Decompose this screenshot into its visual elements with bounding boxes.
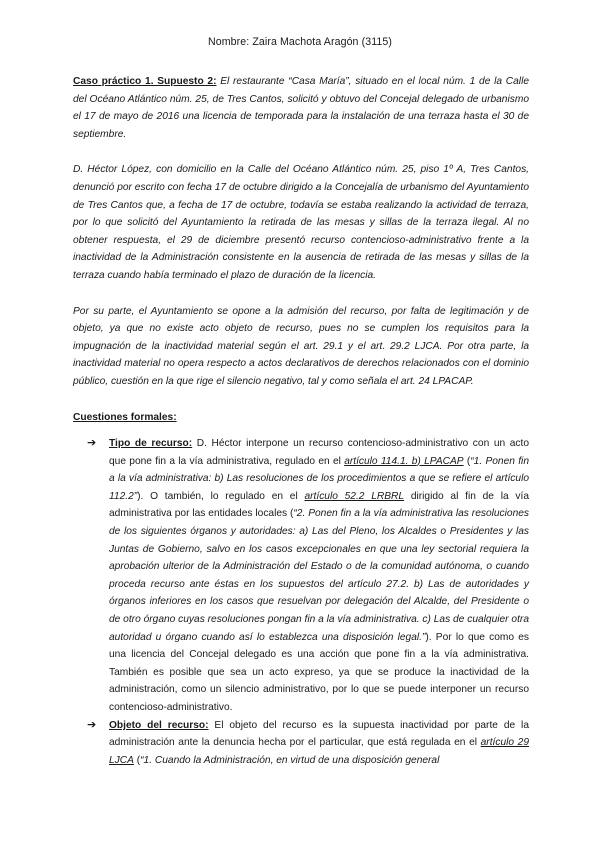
law-quote: “1. Cuando la Administración, en virtud de una disposición general [140, 754, 440, 766]
case-statement-paragraph [73, 73, 529, 143]
item-term: Objeto del recurso: [109, 719, 209, 731]
item-text: ). O también, lo regulado en el [137, 490, 305, 502]
law-quote: “2. Ponen fin a la vía administrativa las resoluciones de los siguientes órganos y autoridades: a) Las del Pleno, los Alcaldes o Presidentes y las Juntas de Gobierno, salvo en los casos excepcionales en que una ley sectorial requiera la aprobación ulterior de la Administración del Estado o de la comunidad autónoma, o cuando proceda recurso ante éstas en los supuestos del artículo 27.2. b) Las de autoridades y órganos inferiores en los casos que resuelvan por delegación del Alcalde, del Presidente o de otro órgano cuyas resoluciones pongan fin a la vía administrativa. c) Las de cualquier otra autoridad u órgano cuando así lo establezca una disposición legal.” [109, 508, 529, 643]
item-term: Tipo de recurso: [109, 438, 193, 450]
item-text: dirigido al fin de la vía administrativa por las entidades locales ( [109, 490, 529, 520]
law-reference: artículo 52.2 LRBRL [304, 490, 405, 502]
law-reference: artículo 114.1. b) LPACAP [344, 455, 464, 467]
list-item [73, 717, 529, 770]
arrow-bullet-icon: ➔ [87, 718, 97, 731]
item-text: ). Por lo que como es una licencia del Concejal delegado es una acción que pone fin a la vía administrativa. También es posible que sea un acto expreso, ya que se produce la inactividad de la administración, como un silencio administrativo, por lo que se puede interponer un recurso contencioso-administrativo. [109, 631, 529, 713]
case-title: Caso práctico 1. Supuesto 2: [73, 76, 217, 87]
document-body [73, 73, 529, 769]
law-quote: “1. Ponen fin a la vía administrativa: b) Las resoluciones de los procedimientos a que se refiere el artículo 112.2” [109, 455, 529, 502]
formal-questions-list [73, 435, 529, 769]
item-text: El objeto del recurso es la supuesta inactividad por parte de la administración ante la denuncia hecha por el particular, que está regulada en el [109, 719, 529, 749]
complaint-paragraph: D. Héctor López, con domicilio en la Calle del Océano Atlántico núm. 25, piso 1º A, Tres Cantos, denunció por escrito con fecha 17 de octubre dirigido a la Concejalía de urbanismo del Ayuntamiento de Tres Cantos que, a fecha de 17 de octubre, todavía se estaba realizando la actividad de terraza, por lo que solicitó del Ayuntamiento la retirada de las mesas y sillas de la terraza ilegal. Al no obtener respuesta, el 29 de diciembre presentó recurso contencioso-administrativo frente a la inactividad de la Administración consistente en la ausencia de retirada de las mesas y sillas de la terraza cuando había terminado el plazo de duración de la licencia. [73, 164, 529, 281]
council-opposition-paragraph: Por su parte, el Ayuntamiento se opone a la admisión del recurso, por falta de legitimación y de objeto, ya que no existe acto objeto de recurso, pues no se cumplen los requisitos para la impugnación de la inactividad material según el art. 29.1 y el art. 29.2 LJCA. Por otra parte, la inactividad material no opera respecto a actos declarativos de derechos relacionados con el dominio público, cuestión en la que rige el silencio negativo, tal y como señala el art. 24 LPACAP. [73, 305, 529, 387]
item-text: ( [133, 754, 141, 766]
item-text: D. Héctor interpone un recurso contencioso-administrativo con un acto que pone fin a la vía administrativa, regulado en el [109, 438, 529, 467]
student-name-header: Nombre: Zaira Machota Aragón (3115) [207, 36, 393, 48]
arrow-bullet-icon: ➔ [87, 437, 97, 450]
case-statement-text: El restaurante “Casa María”, situado en el local núm. 1 de la Calle del Océano Atlántico núm. 25, de Tres Cantos, solicitó y obtuvo del Concejal delegado de urbanismo el 17 de mayo de 2016 una licencia de temporada para la instalación de una terraza hasta el 30 de septiembre. [73, 76, 529, 140]
law-reference: artículo 29 LJCA [109, 737, 530, 766]
item-text: ( [463, 455, 471, 467]
section-heading-formal-questions: Cuestiones formales: [73, 411, 177, 423]
list-item [73, 435, 529, 717]
